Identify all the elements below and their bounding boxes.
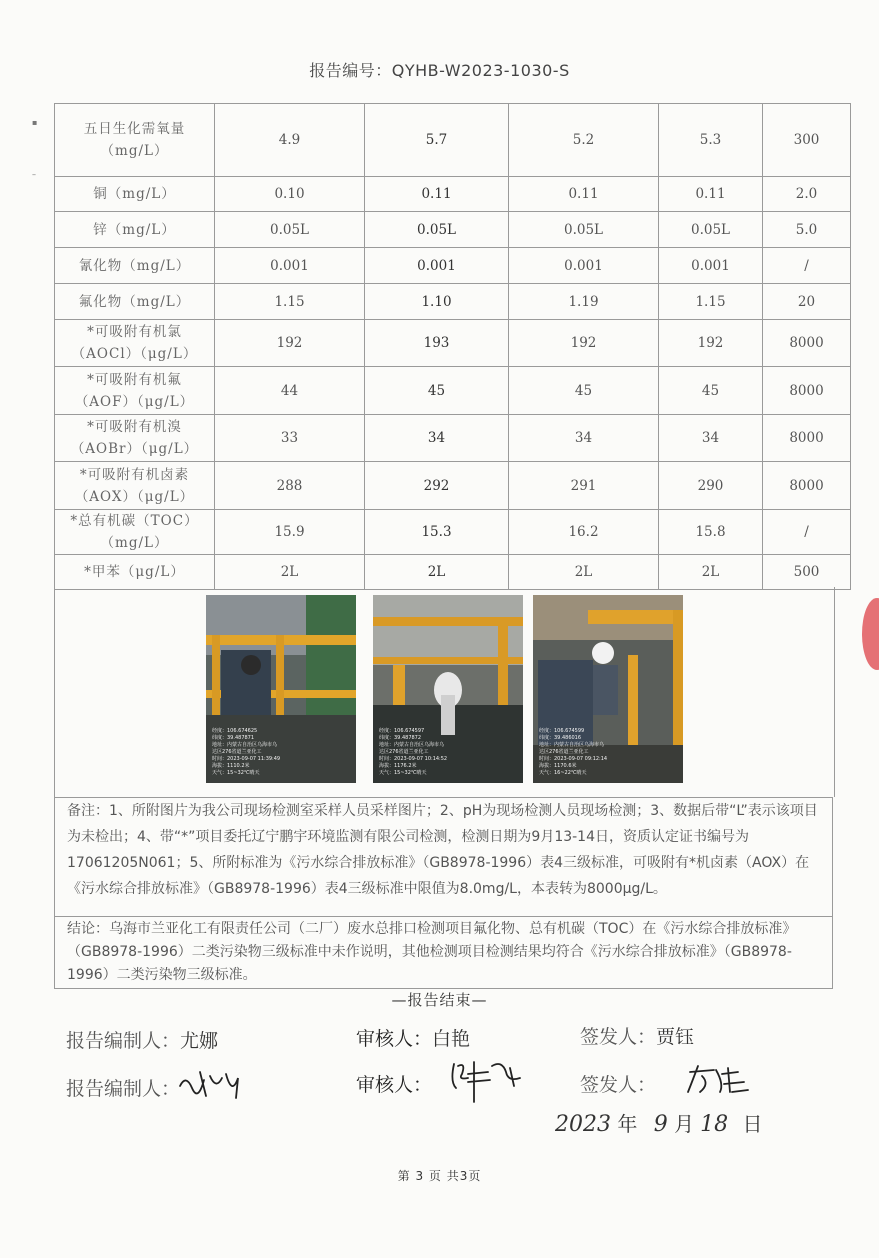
sample-3-cell: 0.11: [509, 177, 659, 212]
date-month: 9: [653, 1112, 668, 1137]
sample-3-cell: 192: [509, 320, 659, 367]
sample-2-cell: 2L: [365, 555, 509, 590]
sample-4-cell: 5.3: [659, 104, 763, 177]
limit-cell: 500: [763, 555, 851, 590]
sample-3-cell: 5.2: [509, 104, 659, 177]
sample-3-cell: 0.05L: [509, 212, 659, 248]
photo-watermark-3: 经度：106.674599 纬度：39.486016 地址：内蒙古自治区乌海市乌 达区276省道兰亚化工 时间：2023-09-07 09:12:14 海拔：1170.6米 天气：16~22℃晴天: [539, 728, 608, 776]
table-row: [55, 415, 851, 462]
sampling-photo-2: [373, 595, 523, 783]
reviewer-label: 审核人：: [356, 1028, 433, 1050]
sample-4-cell: 45: [659, 367, 763, 415]
sample-1-cell: 288: [215, 462, 365, 510]
compiler-row: [66, 1026, 218, 1053]
sample-1-cell: 2L: [215, 555, 365, 590]
margin-mark: ▪: [32, 118, 38, 127]
item-cell: *可吸附有机溴 （AOBr）（μg/L）: [55, 415, 215, 462]
sample-1-cell: 0.001: [215, 248, 365, 284]
limit-cell: /: [763, 510, 851, 555]
sample-1-cell: 192: [215, 320, 365, 367]
item-cell: *总有机碳（TOC） （mg/L）: [55, 510, 215, 555]
limit-cell: 300: [763, 104, 851, 177]
sampling-photo-3: [533, 595, 683, 783]
report-date: [555, 1108, 762, 1137]
sample-3-cell: 34: [509, 415, 659, 462]
limit-cell: 2.0: [763, 177, 851, 212]
table-row: [55, 320, 851, 367]
sample-4-cell: 0.001: [659, 248, 763, 284]
sampling-photos: [54, 587, 835, 797]
margin-mark: –: [32, 170, 36, 179]
reviewer-handwritten-signature: [448, 1052, 528, 1108]
sample-4-cell: 192: [659, 320, 763, 367]
sample-1-cell: 4.9: [215, 104, 365, 177]
table-row: [55, 367, 851, 415]
table-row: [55, 462, 851, 510]
sample-3-cell: 1.19: [509, 284, 659, 320]
sampling-photo-1: [206, 595, 356, 783]
sample-4-cell: 0.11: [659, 177, 763, 212]
limit-cell: 8000: [763, 462, 851, 510]
table-row: [55, 248, 851, 284]
sample-3-cell: 0.001: [509, 248, 659, 284]
report-end-mark: —报告结束—: [391, 991, 488, 1009]
table-row: [55, 284, 851, 320]
sample-2-cell: 292: [365, 462, 509, 510]
issuer-row: [580, 1022, 694, 1049]
item-cell: *可吸附有机氟 （AOF）（μg/L）: [55, 367, 215, 415]
sample-3-cell: 291: [509, 462, 659, 510]
sample-1-cell: 44: [215, 367, 365, 415]
remarks: 备注：1、所附图片为我公司现场检测室采样人员采样图片；2、pH为现场检测人员现场检测；3、数据后带“L”表示该项目为未检出；4、带“*”项目委托辽宁鹏宇环境监测有限公司检测，检测日期为9月13-14日，资质认定证书编号为17061205N061；5、所附标准为《污水综合排放标准》（GB8978-1996）表4三级标准，可吸附有*机卤素（AOX）在《污水综合排放标准》（GB8978-1996）表4三级标准中限值为8.0mg/L，本表转为8000μg/L。: [54, 797, 833, 917]
date-month-unit: 月: [674, 1112, 695, 1136]
date-day: 18: [700, 1112, 729, 1137]
limit-cell: 8000: [763, 415, 851, 462]
limit-cell: 20: [763, 284, 851, 320]
photo-watermark-1: 经度：106.674625 纬度：39.487871 地址：内蒙古自治区乌海市乌 达区276省道兰亚化工 时间：2023-09-07 11:39:49 海拔：1110.2米 天气：15~32℃晴天: [212, 728, 281, 776]
red-seal-stamp: [862, 598, 879, 670]
sample-4-cell: 0.05L: [659, 212, 763, 248]
item-cell: *可吸附有机氯 （AOCl）（μg/L）: [55, 320, 215, 367]
sample-2-cell: 1.10: [365, 284, 509, 320]
sample-1-cell: 0.05L: [215, 212, 365, 248]
sample-4-cell: 15.8: [659, 510, 763, 555]
sample-1-cell: 15.9: [215, 510, 365, 555]
date-day-unit: 日: [742, 1112, 763, 1136]
photo-watermark-2: 经度：106.674597 纬度：39.487872 地址：内蒙古自治区乌海市乌 达区276省道兰亚化工 时间：2023-09-07 10:14:52 海拔：1176.2米 天气：15~32℃晴天: [379, 728, 448, 776]
compiler-signature-label: 报告编制人：: [66, 1078, 181, 1100]
item-cell: 五日生化需氧量 （mg/L）: [55, 104, 215, 177]
reviewer-signature-label: 审核人：: [356, 1074, 433, 1096]
sample-1-cell: 1.15: [215, 284, 365, 320]
issuer-label: 签发人：: [580, 1026, 657, 1048]
sample-3-cell: 16.2: [509, 510, 659, 555]
sample-3-cell: 45: [509, 367, 659, 415]
compiler-handwritten-signature: [176, 1066, 246, 1102]
limit-cell: /: [763, 248, 851, 284]
conclusion: 结论：乌海市兰亚化工有限责任公司（二厂）废水总排口检测项目氟化物、总有机碳（TOC）在《污水综合排放标准》（GB8978-1996）二类污染物三级标准中未作说明，其他检测项目检测结果均符合《污水综合排放标准》（GB8978-1996）二类污染物三级标准。: [54, 917, 833, 989]
sample-4-cell: 290: [659, 462, 763, 510]
sample-4-cell: 34: [659, 415, 763, 462]
page-footer: 第 3 页 共3页: [397, 1169, 482, 1183]
sample-2-cell: 5.7: [365, 104, 509, 177]
compiler-label: 报告编制人：: [66, 1030, 181, 1052]
results-table: [54, 103, 851, 590]
item-cell: *甲苯（μg/L）: [55, 555, 215, 590]
table-row: [55, 177, 851, 212]
sample-2-cell: 0.05L: [365, 212, 509, 248]
item-cell: 铜（mg/L）: [55, 177, 215, 212]
item-cell: 锌（mg/L）: [55, 212, 215, 248]
table-row: [55, 555, 851, 590]
sample-2-cell: 0.001: [365, 248, 509, 284]
sample-3-cell: 2L: [509, 555, 659, 590]
limit-cell: 8000: [763, 320, 851, 367]
table-row: [55, 212, 851, 248]
issuer-handwritten-signature: [684, 1062, 754, 1098]
compiler-name: 尤娜: [180, 1030, 219, 1052]
sample-4-cell: 2L: [659, 555, 763, 590]
table-row: [55, 510, 851, 555]
sample-1-cell: 0.10: [215, 177, 365, 212]
item-cell: *可吸附有机卤素 （AOX）（μg/L）: [55, 462, 215, 510]
sample-2-cell: 45: [365, 367, 509, 415]
item-cell: 氰化物（mg/L）: [55, 248, 215, 284]
sample-2-cell: 15.3: [365, 510, 509, 555]
sample-2-cell: 0.11: [365, 177, 509, 212]
table-row: [55, 104, 851, 177]
sample-2-cell: 193: [365, 320, 509, 367]
sample-4-cell: 1.15: [659, 284, 763, 320]
limit-cell: 5.0: [763, 212, 851, 248]
sample-1-cell: 33: [215, 415, 365, 462]
reviewer-name: 白艳: [432, 1028, 471, 1050]
issuer-signature-label: 签发人：: [580, 1074, 657, 1096]
item-cell: 氟化物（mg/L）: [55, 284, 215, 320]
date-year: 2023: [555, 1112, 611, 1137]
report-number: 报告编号：QYHB-W2023-1030-S: [309, 61, 570, 80]
reviewer-row: [356, 1024, 470, 1051]
sample-2-cell: 34: [365, 415, 509, 462]
limit-cell: 8000: [763, 367, 851, 415]
date-year-unit: 年: [617, 1112, 638, 1136]
issuer-name: 贾钰: [656, 1026, 695, 1048]
